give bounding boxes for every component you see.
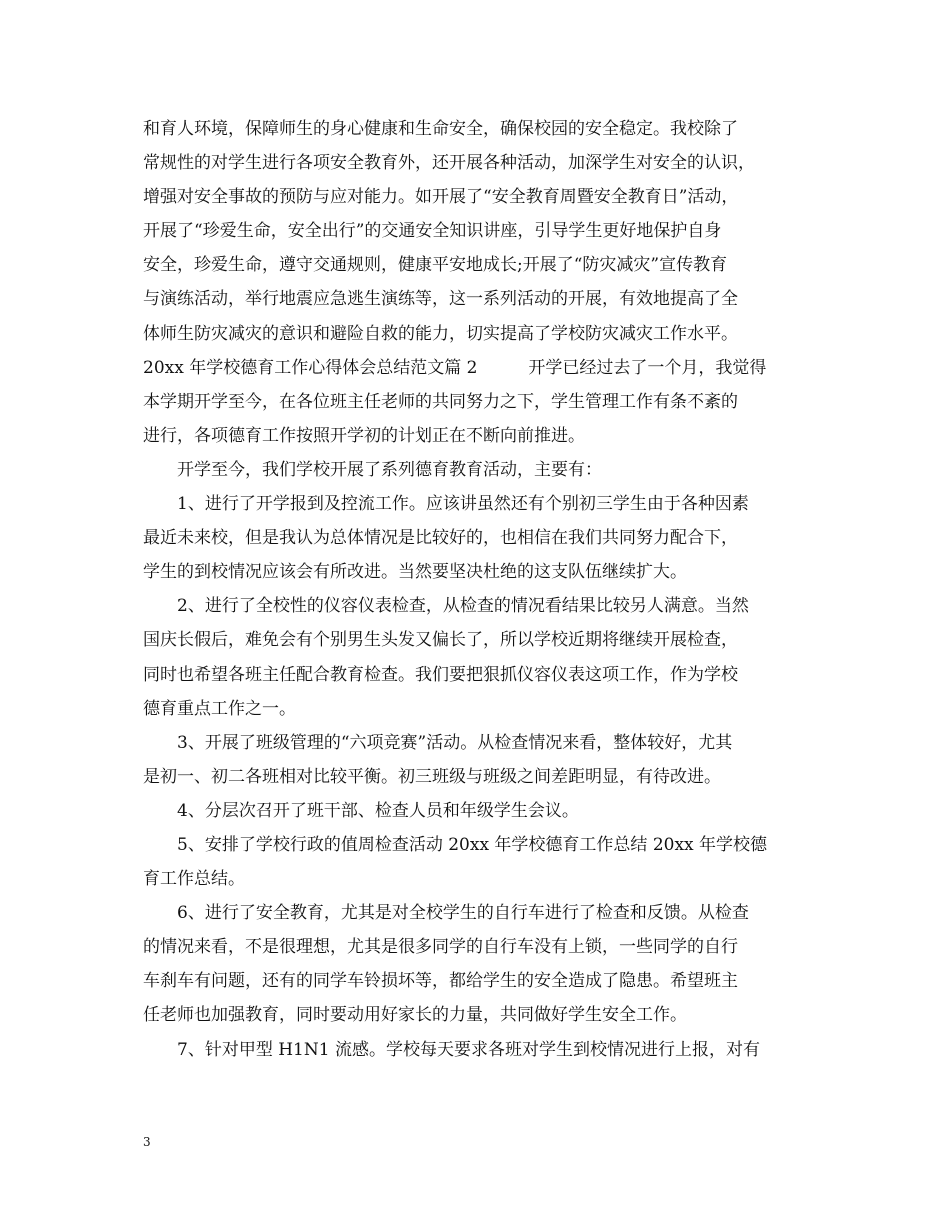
text-line: 7、针对甲型 H1N1 流感。学校每天要求各班对学生到校情况进行上报，对有 [177, 1039, 760, 1060]
document-body [143, 112, 815, 1067]
text-line: 国庆长假后，难免会有个别男生头发又偏长了，所以学校近期将继续开展检查， [143, 630, 738, 651]
text-line: 学生的到校情况应该会有所改进。当然要坚决杜绝的这支队伍继续扩大。 [143, 562, 687, 583]
text-line: 体师生防灾减灾的意识和避险自救的能力，切实提高了学校防灾减灾工作水平。 [143, 323, 738, 344]
text-line: 和育人环境，保障师生的身心健康和生命安全，确保校园的安全稳定。我校除了 [143, 119, 738, 139]
text-line: 4、分层次召开了班干部、检查人员和年级学生会议。 [177, 800, 579, 821]
page-number: 3 [143, 1135, 151, 1149]
text-line: 2、进行了全校性的仪容仪表检查，从检查的情况看结果比较另人满意。当然 [177, 596, 749, 617]
text-line: 最近未来校，但是我认为总体情况是比较好的，也相信在我们共同努力配合下， [143, 528, 738, 549]
text-line: 同时也希望各班主任配合教育检查。我们要把狠抓仪容仪表这项工作，作为学校 [143, 664, 738, 685]
text-line: 任老师也加强教育，同时要动用好家长的力量，共同做好学生安全工作。 [143, 1005, 687, 1026]
text-line: 3、开展了班级管理的“六项竞赛”活动。从检查情况来看，整体较好，尤其 [177, 732, 733, 753]
text-line: 增强对安全事故的预防与应对能力。如开展了“安全教育周暨安全教育日”活动， [143, 187, 739, 208]
text-line: 本学期开学至今，在各位班主任老师的共同努力之下，学生管理工作有条不紊的 [143, 391, 738, 412]
text-line: 5、安排了学校行政的值周检查活动 20xx 年学校德育工作总结 20xx 年学校德 [177, 834, 768, 855]
text-line: 开展了“珍爱生命，安全出行”的交通安全知识讲座，引导学生更好地保护自身 [143, 221, 722, 242]
text-line: 进行，各项德育工作按照开学初的计划正在不断向前推进。 [143, 425, 585, 446]
text-line: 常规性的对学生进行各项安全教育外，还开展各种活动，加深学生对安全的认识， [143, 153, 755, 174]
text-line: 德育重点工作之一。 [143, 698, 296, 719]
text-line: 车刹车有问题，还有的同学车铃损坏等，都给学生的安全造成了隐患。希望班主 [143, 971, 738, 992]
text-line: 20xx 年学校德育工作心得体会总结范文篇 2 开学已经过去了一个月，我觉得 [143, 357, 767, 378]
text-line: 1、进行了开学报到及控流工作。应该讲虽然还有个别初三学生由于各种因素 [177, 494, 749, 515]
text-line: 安全，珍爱生命，遵守交通规则，健康平安地成长;开展了“防灾减灾”宣传教育 [143, 255, 728, 276]
text-line: 开学至今，我们学校开展了系列德育教育活动，主要有： [177, 459, 602, 480]
text-line: 育工作总结。 [143, 869, 245, 890]
text-line: 是初一、初二各班相对比较平衡。初三班级与班级之间差距明显，有待改进。 [143, 766, 721, 787]
text-line: 的情况来看，不是很理想，尤其是很多同学的自行车没有上锁，一些同学的自行 [143, 937, 738, 958]
text-line: 6、进行了安全教育，尤其是对全校学生的自行车进行了检查和反馈。从检查 [177, 903, 749, 924]
text-line: 与演练活动，举行地震应急逃生演练等，这一系列活动的开展，有效地提高了全 [143, 289, 738, 310]
